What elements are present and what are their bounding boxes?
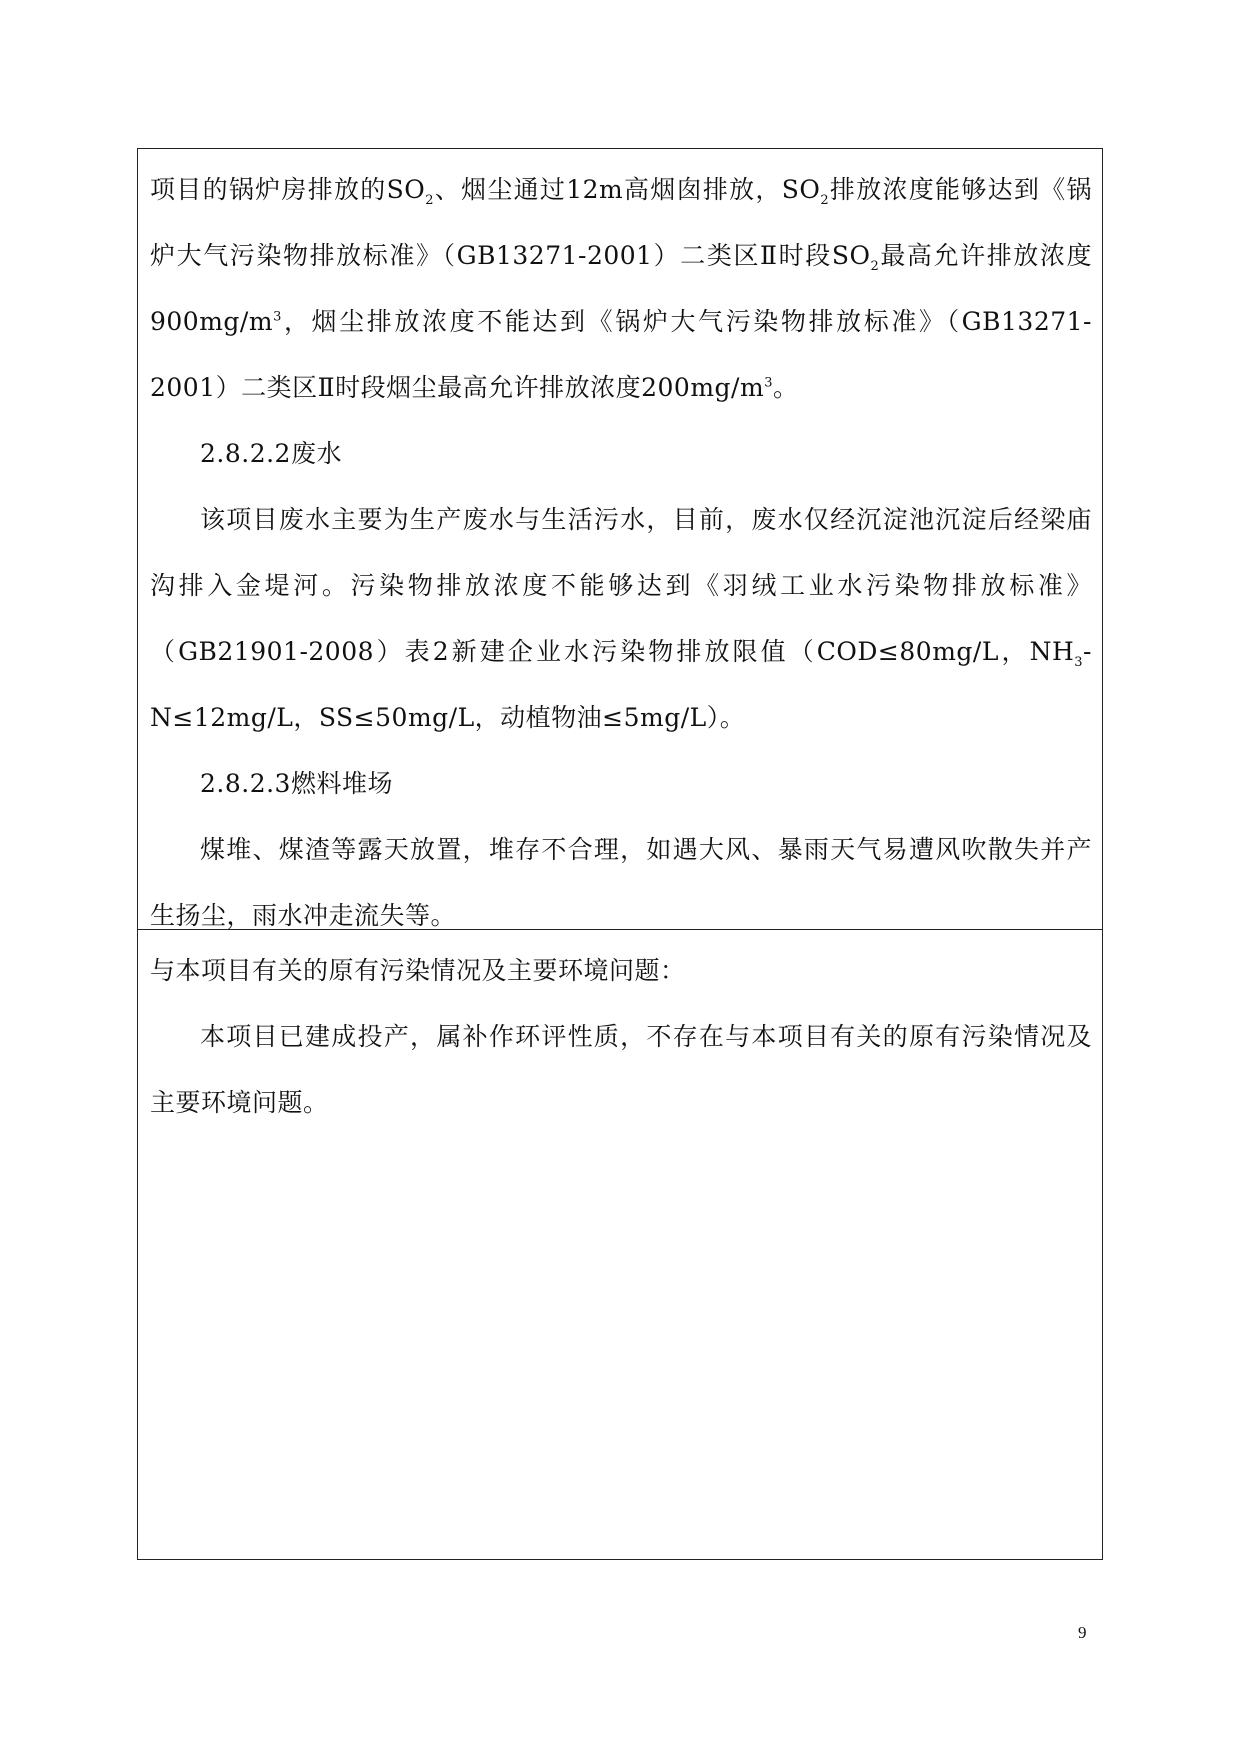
text-span: 、烟尘通过12m高烟囱排放，SO	[433, 175, 821, 204]
text-span: 排放浓度能够达到《锅炉大气污染物排放标准》（GB13271-2001）二类区Ⅱ时段SO	[150, 175, 1092, 270]
subscript: 3	[1074, 655, 1084, 670]
cell-text-block	[150, 157, 1092, 949]
subscript: 2	[870, 259, 880, 274]
subscript: 2	[820, 193, 830, 208]
text-span: 最高允许排放浓度900mg/m	[150, 241, 1092, 336]
existing-issues-cell	[138, 930, 1102, 1559]
superscript: 3	[764, 375, 773, 391]
heading-wastewater: 2.8.2.2废水	[200, 439, 342, 468]
paragraph-emissions	[150, 157, 1092, 421]
paragraph-existing-issues: 本项目已建成投产，属补作环评性质，不存在与本项目有关的原有污染情况及主要环境问题。	[150, 1022, 1092, 1117]
text-span: -N≤12mg/L，SS≤50mg/L，动植物油≤5mg/L）。	[150, 637, 1092, 732]
text-span: ，烟尘排放浓度不能达到《锅炉大气污染物排放标准》（GB13271-2001）二类区Ⅱ时段烟尘最高允许排放浓度200mg/m	[150, 307, 1092, 402]
heading-fuel-yard: 2.8.2.3燃料堆场	[200, 769, 393, 798]
text-span: 项目的锅炉房排放的SO	[150, 175, 426, 204]
superscript: 3	[273, 309, 282, 325]
page-number: 9	[1078, 1623, 1087, 1642]
cell-text-block	[150, 938, 1092, 1136]
pollution-status-cell	[138, 149, 1102, 930]
paragraph-wastewater	[150, 487, 1092, 751]
section-heading: 与本项目有关的原有污染情况及主要环境问题：	[150, 956, 686, 985]
document-table	[137, 148, 1103, 1560]
subscript: 2	[425, 193, 434, 208]
paragraph-fuel-yard: 煤堆、煤渣等露天放置，堆存不合理，如遇大风、暴雨天气易遭风吹散失并产生扬尘，雨水冲走流失等。	[150, 835, 1092, 930]
text-span: 该项目废水主要为生产废水与生活污水，目前，废水仅经沉淀池沉淀后经梁庙沟排入金堤河。污染物排放浓度不能够达到《羽绒工业水污染物排放标准》（GB21901-2008）表2新建企业水污染物排放限值（COD≤80mg/L，NH	[150, 505, 1092, 666]
text-span: 。	[772, 373, 799, 402]
